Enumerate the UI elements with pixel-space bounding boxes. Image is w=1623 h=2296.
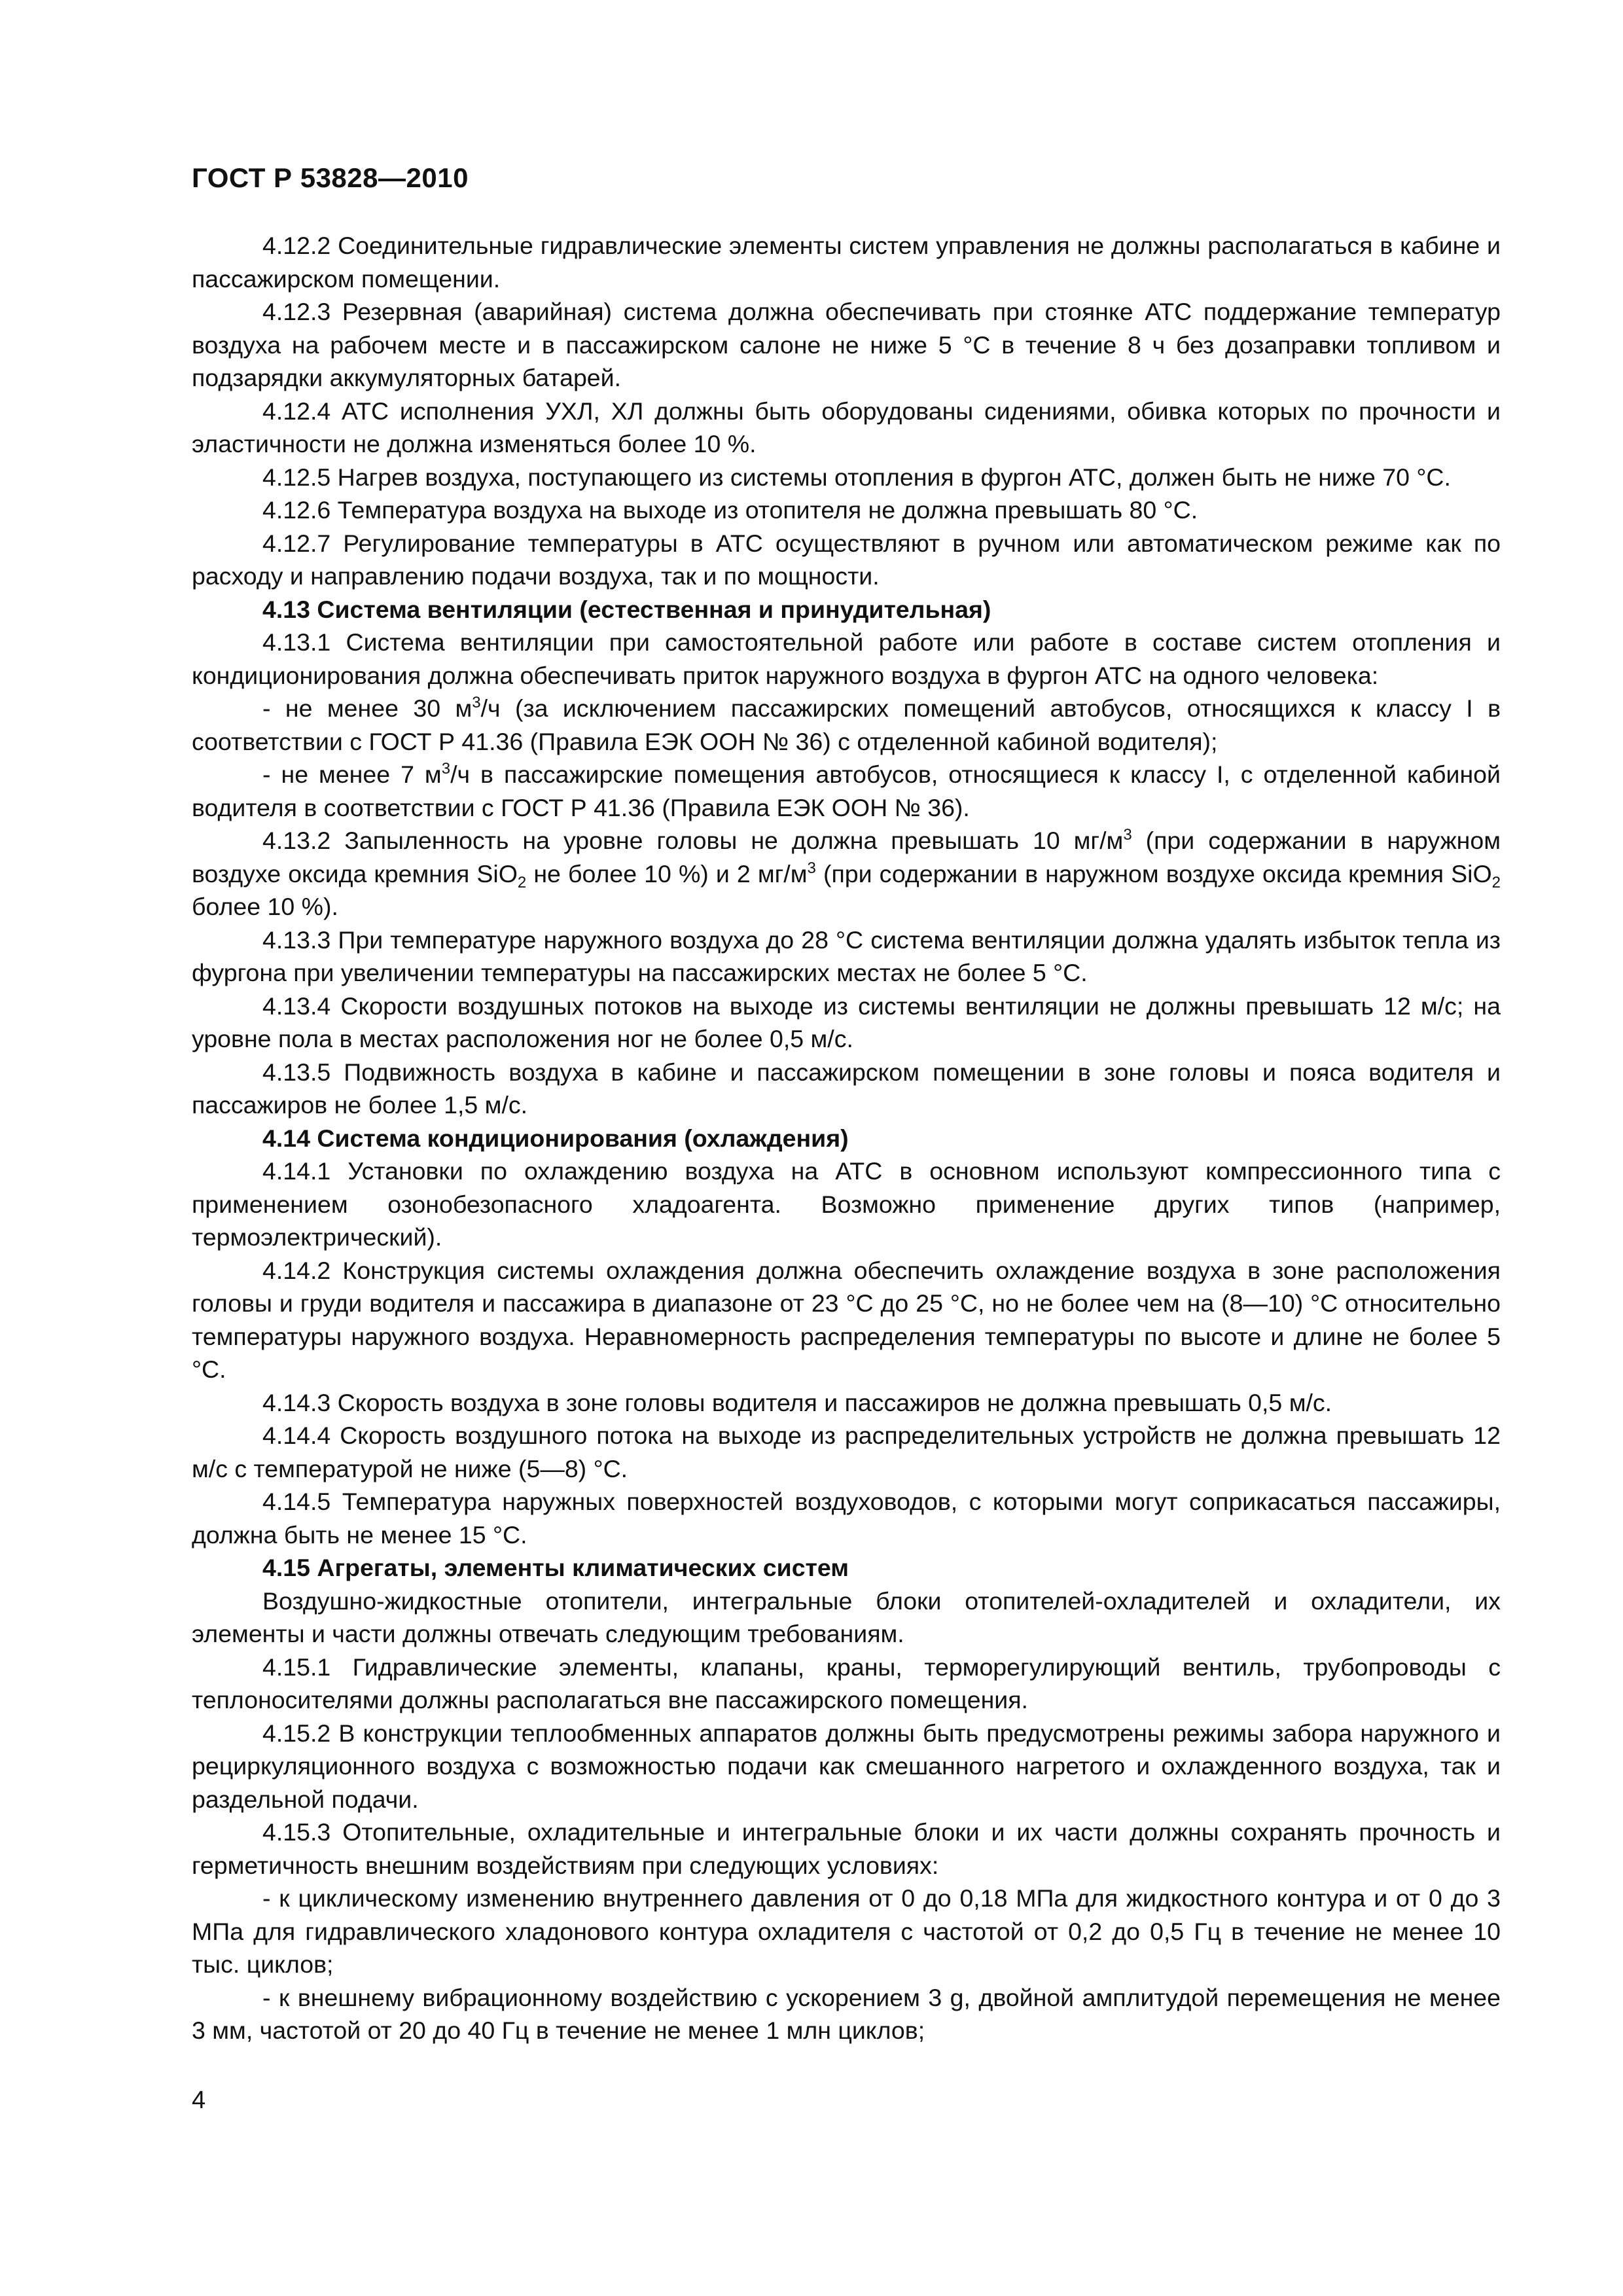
superscript: 3 — [441, 760, 451, 778]
text-fragment: более 10 %). — [192, 893, 338, 920]
paragraph-4-15-2: 4.15.2 В конструкции теплообменных аппаратов должны быть предусмотрены режимы забора наружного и рециркуляционного воздуха с возможностью подачи как смешанного нагретого и охлажденного воздуха, так и раздельной подачи. — [192, 1719, 1501, 1813]
document-body — [192, 229, 1501, 2047]
text-fragment: (при содержании в наружном воздухе оксида кремния SiO — [815, 859, 1492, 888]
paragraph-4-13-4: 4.13.4 Скорости воздушных потоков на выходе из системы вентиляции не должны превышать 12 м/с; на уровне пола в местах расположения ног не более 0,5 м/с. — [192, 992, 1501, 1052]
document-header: ГОСТ Р 53828—2010 — [192, 162, 469, 193]
superscript: 3 — [1123, 826, 1132, 844]
list-item-4-13-1-b — [192, 758, 1501, 824]
paragraph-4-14-5: 4.14.5 Температура наружных поверхностей воздуховодов, с которыми могут соприкасаться пассажиры, должна быть не менее 15 °С. — [192, 1488, 1501, 1549]
text-fragment: не более 10 %) и 2 мг/м — [526, 859, 808, 888]
section-heading-4-13: 4.13 Система вентиляции (естественная и принудительная) — [262, 595, 991, 623]
paragraph-4-15-intro: Воздушно-жидкостные отопители, интегральные блоки отопителей-охладителей и охладители, их элементы и части должны отвечать следующим требованиям. — [192, 1587, 1501, 1647]
paragraph-4-13-5: 4.13.5 Подвижность воздуха в кабине и пассажирском помещении в зоне головы и пояса водителя и пассажиров не более 1,5 м/с. — [192, 1058, 1501, 1119]
list-item-4-15-3-b: - к внешнему вибрационному воздействию с ускорением 3 g, двойной амплитудой перемещения не менее 3 мм, частотой от 20 до 40 Гц в течение не менее 1 млн циклов; — [192, 1983, 1501, 2044]
paragraph-4-15-3: 4.15.3 Отопительные, охладительные и интегральные блоки и их части должны сохранять прочность и герметичность внешним воздействиям при следующих условиях: — [192, 1818, 1501, 1879]
paragraph-4-13-3: 4.13.3 При температуре наружного воздуха до 28 °С система вентиляции должна удалять избыток тепла из фургона при увеличении температуры на пассажирских местах не более 5 °С. — [192, 925, 1501, 986]
paragraph-4-14-2: 4.14.2 Конструкция системы охлаждения должна обеспечить охлаждение воздуха в зоне расположения головы и груди водителя и пассажира в диапазоне от 23 °С до 25 °С, но не более чем на (8—10) °С относительно температуры наружного воздуха. Неравномерность распределения температуры по высоте и длине не более 5 °С. — [192, 1256, 1501, 1383]
section-heading-4-14: 4.14 Система кондиционирования (охлаждения) — [262, 1124, 849, 1152]
paragraph-4-14-1: 4.14.1 Установки по охлаждению воздуха на АТС в основном используют компрессионного типа с применением озонобезопасного хладоагента. Возможно применение других типов (например, термоэлектрический). — [192, 1157, 1501, 1251]
paragraph-4-13-1: 4.13.1 Система вентиляции при самостоятельной работе или работе в составе систем отопления и кондиционирования должна обеспечивать приток наружного воздуха в фургон АТС на одного человека: — [192, 628, 1501, 689]
list-item-4-15-3-a: - к циклическому изменению внутреннего давления от 0 до 0,18 МПа для жидкостного контура и от 0 до 3 МПа для гидравлического хладонового контура охладителя с частотой от 0,2 до 0,5 Гц в течение не менее 10 тыс. циклов; — [192, 1884, 1501, 1978]
page-number: 4 — [192, 2087, 206, 2114]
text-fragment: 4.13.2 Запыленность на уровне головы не должна превышать 10 мг/м — [262, 827, 1124, 854]
paragraph-4-14-4: 4.14.4 Скорость воздушного потока на выходе из распределительных устройств не должна превышать 12 м/с с температурой не ниже (5—8) °С. — [192, 1422, 1501, 1482]
paragraph-4-12-7: 4.12.7 Регулирование температуры в АТС осуществляют в ручном или автоматическом режиме как по расходу и направлению подачи воздуха, так и по мощности. — [192, 529, 1501, 590]
subscript: 2 — [1491, 873, 1501, 891]
superscript: 3 — [807, 859, 816, 877]
paragraph-4-12-2: 4.12.2 Соединительные гидравлические элементы систем управления не должны располагаться в кабине и пассажирском помещении. — [192, 232, 1501, 293]
paragraph-4-12-5: 4.12.5 Нагрев воздуха, поступающего из системы отопления в фургон АТС, должен быть не ниже 70 °С. — [262, 463, 1451, 491]
section-heading-4-15: 4.15 Агрегаты, элементы климатических систем — [262, 1554, 849, 1581]
list-item-4-13-1-a — [192, 692, 1501, 758]
text-fragment: (при содержании в наружном воздухе оксида кремния SiO — [192, 827, 1501, 888]
text-fragment: - не менее 30 м — [262, 694, 473, 722]
paragraph-4-13-2 — [192, 824, 1501, 924]
paragraph-4-12-4: 4.12.4 АТС исполнения УХЛ, ХЛ должны быть оборудованы сидениями, обивка которых по прочности и эластичности не должна изменяться более 10 %. — [192, 397, 1501, 457]
text-fragment: /ч (за исключением пассажирских помещений автобусов, относящихся к классу I в соответствии с ГОСТ Р 41.36 (Правила ЕЭК ООН № 36) с отделенной кабиной водителя); — [192, 694, 1501, 755]
paragraph-4-12-3: 4.12.3 Резервная (аварийная) система должна обеспечивать при стоянке АТС поддержание температур воздуха на рабочем месте и в пассажирском салоне не ниже 5 °С в течение 8 ч без дозаправки топливом и подзарядки аккумуляторных батарей. — [192, 298, 1501, 391]
text-fragment: - не менее 7 м — [262, 761, 442, 788]
superscript: 3 — [472, 694, 481, 711]
paragraph-4-12-6: 4.12.6 Температура воздуха на выходе из отопителя не должна превышать 80 °С. — [262, 496, 1198, 524]
paragraph-4-15-1: 4.15.1 Гидравлические элементы, клапаны, краны, терморегулирующий вентиль, трубопроводы с теплоносителями должны располагаться вне пассажирского помещения. — [192, 1653, 1501, 1713]
paragraph-4-14-3: 4.14.3 Скорость воздуха в зоне головы водителя и пассажиров не должна превышать 0,5 м/с. — [262, 1388, 1332, 1416]
text-fragment: /ч в пассажирские помещения автобусов, относящиеся к классу I, с отделенной кабиной водителя в соответствии с ГОСТ Р 41.36 (Правила ЕЭК ООН № 36). — [192, 761, 1501, 821]
subscript: 2 — [517, 873, 527, 891]
